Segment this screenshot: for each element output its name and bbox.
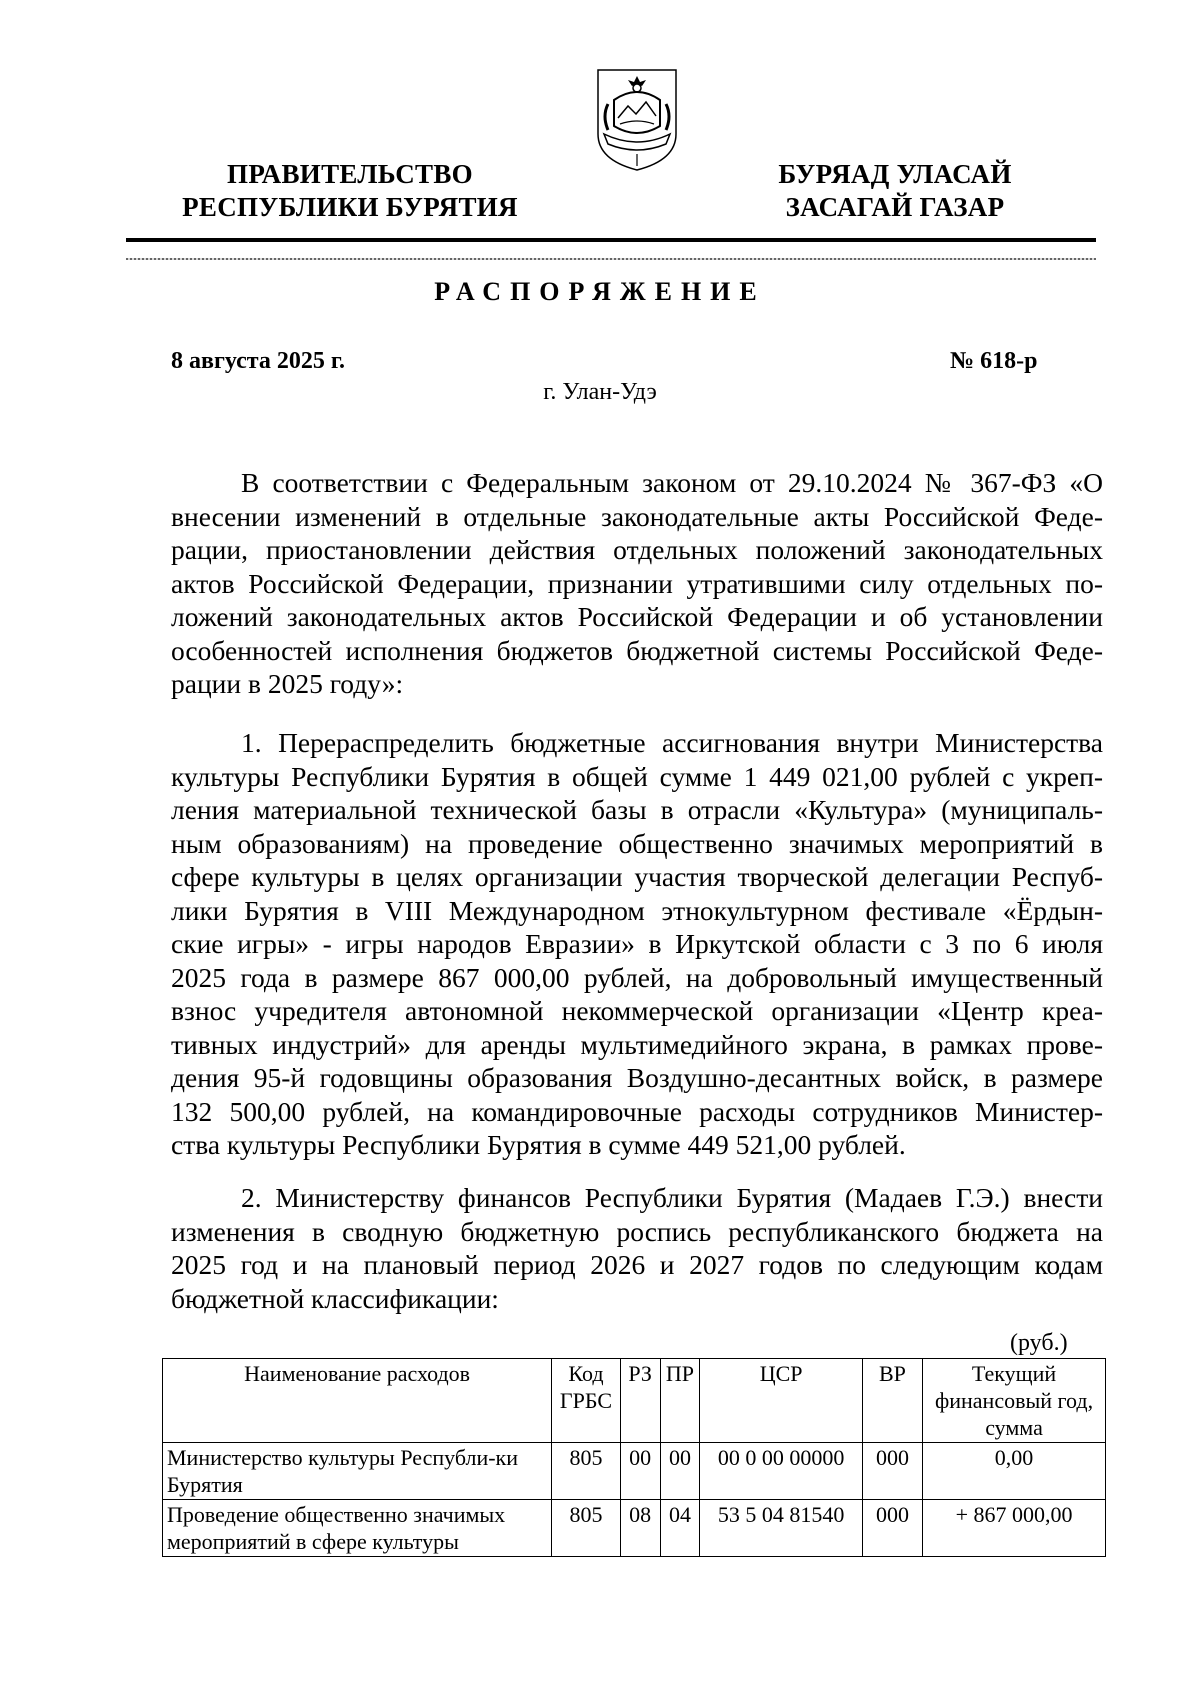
text-line: 1. Перераспределить бюджетные ассигнования внутри Министерства: [241, 727, 1103, 758]
text-line: рации, приостановлении действия отдельных положений законодательных: [171, 534, 1103, 565]
text-line: 2. Министерству финансов Республики Бурятия (Мадаев Г.Э.) внести: [241, 1182, 1103, 1213]
cell-csr: 53 5 04 81540: [700, 1500, 862, 1557]
text-line: ства культуры Республики Бурятия в сумме 449 521,00 рублей.: [171, 1129, 906, 1160]
text-line: сфере культуры в целях организации участия творческой делегации Респуб-: [171, 861, 1103, 892]
cell-pr: 00: [660, 1443, 700, 1500]
table-header-row: [163, 1359, 1106, 1443]
header-divider: [126, 238, 1096, 242]
col-header: Код ГРБС: [552, 1359, 620, 1443]
org-name-line: РЕСПУБЛИКИ БУРЯТИЯ: [182, 192, 518, 222]
org-name-buryat: [735, 158, 1055, 224]
col-header: ВР: [862, 1359, 922, 1443]
cell-name: Проведение общественно значимых мероприятий в сфере культуры: [163, 1500, 552, 1557]
text-line: дения 95-й годовщины образования Воздушно-десантных войск, в размере: [171, 1062, 1103, 1093]
col-header: Наименование расходов: [163, 1359, 552, 1443]
text-line: ления материальной технической базы в отрасли «Культура» (муниципаль-: [171, 794, 1103, 825]
cell-code: 805: [552, 1443, 620, 1500]
text-line: бюджетной классификации:: [171, 1282, 499, 1314]
col-header: ПР: [660, 1359, 700, 1443]
text-line: 132 500,00 рублей, на командировочные расходы сотрудников Министер-: [171, 1095, 1103, 1127]
cell-code: 805: [552, 1500, 620, 1557]
text-line: тивных индустрий» для аренды мультимедийного экрана, в рамках прове-: [171, 1028, 1103, 1060]
cell-name: Министерство культуры Республи-ки Бурятия: [163, 1443, 552, 1500]
text-line: 2025 года в размере 867 000,00 рублей, на добровольный имущественный: [171, 961, 1103, 993]
org-name-russian: [170, 158, 530, 224]
text-line: особенностей исполнения бюджетов бюджетной системы Российской Феде-: [171, 634, 1103, 666]
intro-paragraph: [171, 466, 1103, 701]
org-name-line: ПРАВИТЕЛЬСТВО: [227, 159, 473, 189]
currency-unit: (руб.): [1010, 1330, 1068, 1356]
document-title: РАСПОРЯЖЕНИЕ: [434, 277, 766, 306]
text-line: актов Российской Федерации, признании утратившими силу отдельных по-: [171, 567, 1103, 599]
document-city: г. Улан-Удэ: [543, 379, 657, 405]
text-line: лики Бурятия в VIII Международном этнокультурном фестивале «Ёрдын-: [171, 894, 1103, 926]
text-line: ложений законодательных актов Российской Федерации и об установлении: [171, 601, 1103, 632]
text-line: внесении изменений в отдельные законодательные акты Российской Феде-: [171, 500, 1103, 532]
table-row: [163, 1443, 1106, 1500]
text-line: рации в 2025 году»:: [171, 668, 404, 699]
header-divider-thin: [126, 258, 1096, 260]
col-header: РЗ: [620, 1359, 660, 1443]
document-number: № 618-р: [950, 348, 1038, 374]
col-header: ЦСР: [700, 1359, 862, 1443]
item-1-paragraph: [171, 726, 1103, 1162]
document-date: 8 августа 2025 г.: [171, 348, 346, 374]
item-2-paragraph: [171, 1181, 1103, 1315]
text-line: взнос учредителя автономной некоммерческой организации «Центр креа-: [171, 995, 1103, 1026]
text-line: 2025 год и на плановый период 2026 и 2027 годов по следующим кодам: [171, 1249, 1103, 1280]
cell-vr: 000: [862, 1500, 922, 1557]
cell-vr: 000: [862, 1443, 922, 1500]
org-name-line: БУРЯАД УЛАСАЙ: [778, 159, 1012, 189]
text-line: ские игры» - игры народов Евразии» в Иркутской области с 3 по 6 июля: [171, 928, 1103, 959]
cell-sum: + 867 000,00: [923, 1500, 1106, 1557]
cell-rz: 00: [620, 1443, 660, 1500]
cell-pr: 04: [660, 1500, 700, 1557]
text-line: ным образованиям) на проведение общественно значимых мероприятий в: [171, 827, 1103, 859]
text-line: В соответствии с Федеральным законом от 29.10.2024 № 367-ФЗ «О: [241, 467, 1103, 498]
budget-table: [162, 1358, 1106, 1557]
cell-csr: 00 0 00 00000: [700, 1443, 862, 1500]
text-line: изменения в сводную бюджетную роспись республиканского бюджета на: [171, 1215, 1103, 1247]
cell-rz: 08: [620, 1500, 660, 1557]
text-line: культуры Республики Бурятия в общей сумме 1 449 021,00 рублей с укреп-: [171, 760, 1103, 792]
org-name-line: ЗАСАГАЙ ГАЗАР: [785, 192, 1005, 222]
col-header: Текущий финансовый год, сумма: [923, 1359, 1106, 1443]
coat-of-arms-icon: [594, 56, 680, 172]
table-row: [163, 1500, 1106, 1557]
cell-sum: 0,00: [923, 1443, 1106, 1500]
